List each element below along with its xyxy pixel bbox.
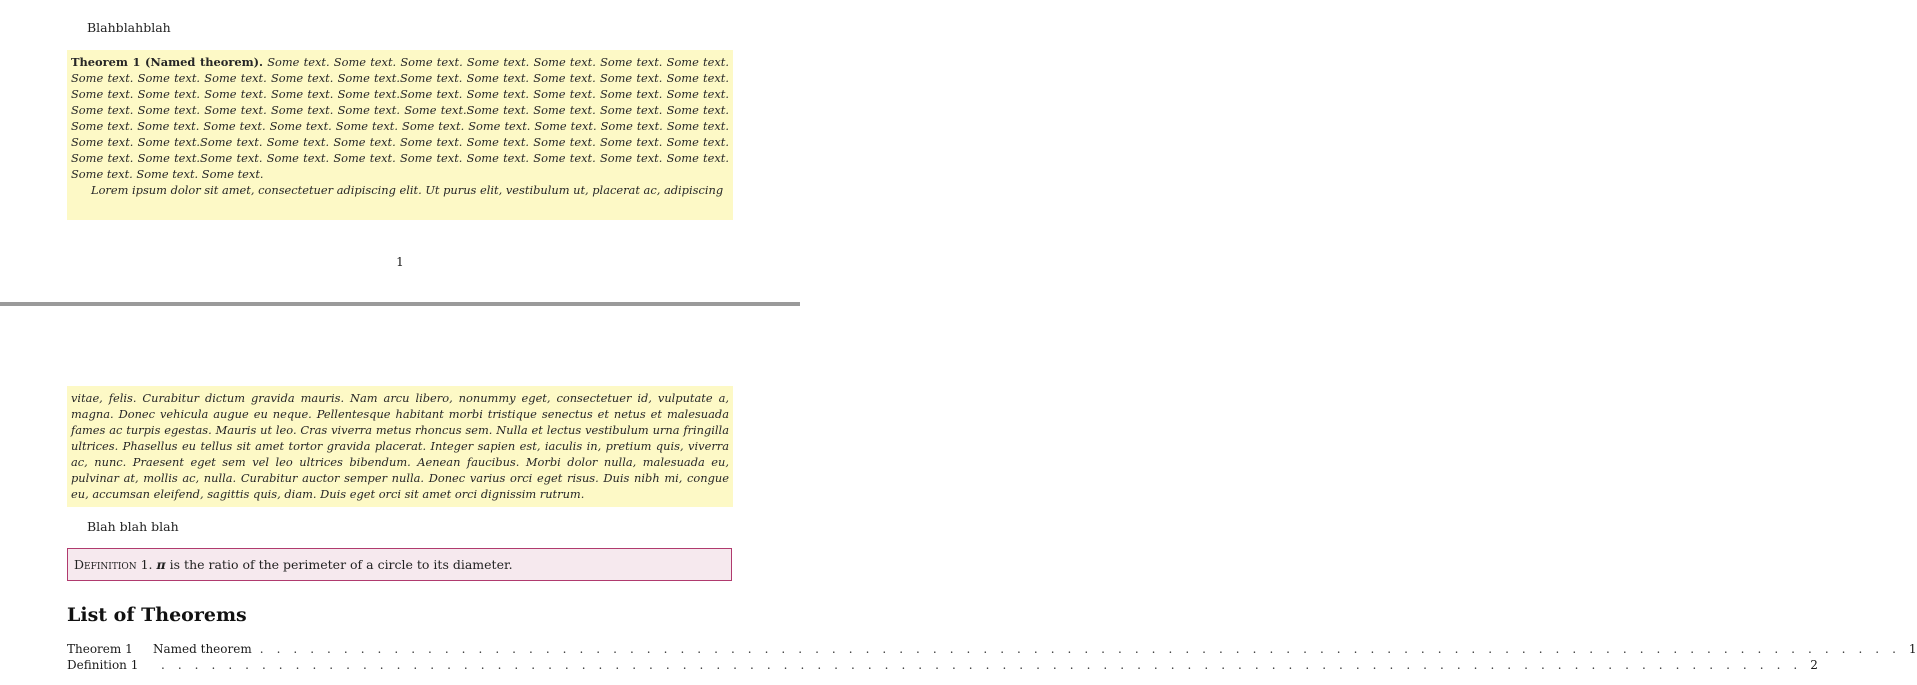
theorem-lorem-start: Lorem ipsum dolor sit amet, consectetuer adipiscing elit. Ut purus elit, vestibulum ut, placerat ac, adipiscing [91,183,724,197]
lot-entry-label: Theorem 1 [67,642,133,656]
document-page-1 [0,0,800,302]
definition-text: is the ratio of the perimeter of a circle to its diameter. [169,557,513,572]
lot-entry-page: 1 [1908,642,1917,656]
theorem-text: Some text. Some text. Some text. Some text. Some text. Some text. Some text. Some text. Some text. Some text. Some text. Some text.Some text. Some text. Some text. Some text. Some text. Some text. Some text. Some text. Some text. Some text.Some text. Some text. Some text. Some text. Some text. Some text. Some text. Some text. Some text. Some text. Some text.Some text. Some text. Some text. Some text. Some text. Some text. Some text. Some text. Some text. Some text. Some text. Some text. Some text. Some text. Some text. Some text.Some text. Some text. Some text. Some text. Some text. Some text. Some text. Some text. Some text. Some text.Some text. Some text. Some text. Some text. Some text. Some text. Some text. Some text. Some text. Some text. Some text. [71,55,729,181]
blah-paragraph: Blah blah blah [87,519,179,534]
lot-leader-dots: . . . . . . . . . . . . . . . . . . . . . . . . . . . . . . . . . . . . . . . . . . . . . . . . . . . . . . . . . . . . . . . . . . . . . . . . . . . . . . . . . . . . . . . . . . . . . . . . . . [161,658,1802,672]
lot-entry-page: 2 [1810,658,1818,672]
list-of-theorems-heading: List of Theorems [67,604,247,626]
lot-entry[interactable] [67,641,1917,657]
lot-leader-dots: . . . . . . . . . . . . . . . . . . . . . . . . . . . . . . . . . . . . . . . . . . . . . . . . . . . . . . . . . . . . . . . . . . . . . . . . . . . . . . . . . . . . . . . . . . . . . . . . . . [259,642,1901,656]
theorem-heading: Theorem 1 (Named theorem). [71,55,263,69]
lot-entry-label: Definition 1 [67,658,139,672]
document-page-2 [0,306,1917,685]
theorem-continued-text: vitae, felis. Curabitur dictum gravida mauris. Nam arcu libero, nonummy eget, consectetuer id, vulputate a, magna. Donec vehicula augue eu neque. Pellentesque habitant morbi tristique senectus et netus et malesuada fames ac turpis egestas. Mauris ut leo. Cras viverra metus rhoncus sem. Nulla et lectus vestibulum urna fringilla ultrices. Phasellus eu tellus sit amet tortor gravida placerat. Integer sapien est, iaculis in, pretium quis, viverra ac, nunc. Praesent eget sem vel leo ultrices bibendum. Aenean faucibus. Morbi dolor nulla, malesuada eu, pulvinar at, mollis ac, nulla. Curabitur auctor semper nulla. Donec varius orci eget risus. Duis nibh mi, congue eu, accumsan eleifend, sagittis quis, diam. Duis eget orci sit amet orci dignissim rutrum. [71,391,729,501]
theorem-box [67,50,733,220]
list-of-theorems [67,641,1917,673]
page-number: 1 [396,255,404,269]
lot-entry[interactable] [67,657,1818,673]
theorem-continued-body [71,390,729,502]
theorem-body [71,54,729,198]
definition-box [67,548,732,581]
definition-label: Definition 1. [74,557,153,572]
intro-paragraph: Blahblahblah [87,20,171,35]
theorem-box-continued [67,386,733,507]
pi-symbol: π [156,557,166,572]
lot-entry-title: Named theorem [153,642,252,656]
